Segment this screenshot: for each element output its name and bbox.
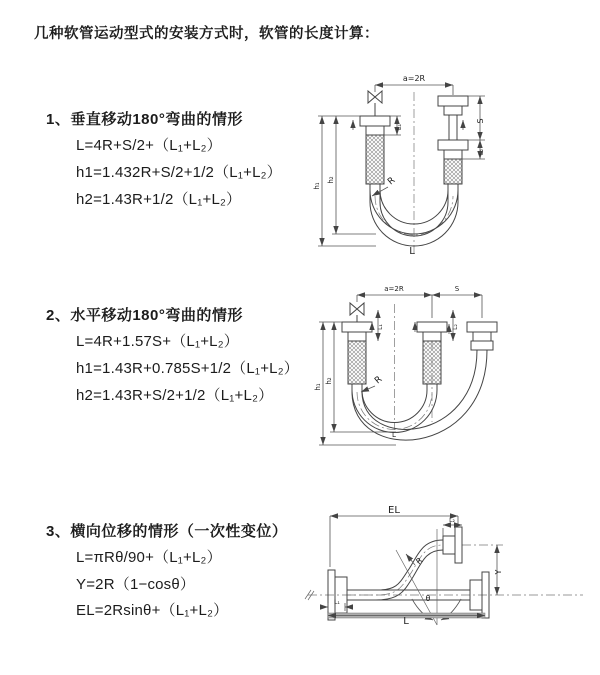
dimension-s	[468, 96, 485, 140]
dim-label-l1: L₁	[377, 324, 384, 330]
dimension-s	[432, 285, 482, 295]
section3-heading: 3、横向位移的情形（一次性变位）	[46, 523, 288, 540]
radius-label: R	[373, 374, 385, 387]
diagram-horizontal-180-bend	[306, 280, 600, 450]
braided-hose-section	[366, 135, 384, 184]
dimension-a2r	[357, 285, 482, 318]
section2-formula-h2: h2=1.43R+S/2+1/2（L₁+L₂）	[76, 387, 274, 404]
dimension-l1	[320, 599, 353, 611]
theta-label: θ	[425, 594, 431, 603]
section3-formula-EL: EL=2Rsinθ+（L₁+L₂）	[76, 602, 229, 619]
dim-label-y: Y	[494, 569, 503, 575]
dim-label-l1: L₁	[334, 599, 340, 606]
dim-label-l2: L₂	[477, 148, 485, 156]
braided-hose-section	[444, 159, 462, 184]
valve-icon	[350, 303, 364, 315]
right-pipe-flange	[467, 322, 497, 350]
section1-formula-h2: h2=1.43R+1/2（L₁+L₂）	[76, 191, 242, 208]
left-pipe-flange	[342, 303, 372, 384]
page-title: 几种软管运动型式的安装方式时，软管的长度计算：	[34, 26, 379, 42]
section2-heading: 2、水平移动180°弯曲的情形	[46, 307, 243, 324]
section3-formula-L: L=πRθ/90+（L₁+L₂）	[76, 549, 222, 566]
dim-label-h2: h₂	[325, 377, 333, 385]
dim-label-h2: h₂	[327, 176, 335, 184]
dimension-a2r	[375, 74, 453, 95]
dimension-l2	[452, 310, 459, 341]
radius-label: R	[386, 175, 398, 188]
dim-label-h1: h₁	[314, 383, 322, 391]
curved-hose-displaced-position	[347, 527, 462, 600]
left-pipe-flange	[360, 91, 390, 184]
length-label: L	[392, 431, 396, 439]
right-pipe-flange	[438, 96, 468, 184]
section1-heading: 1、垂直移动180°弯曲的情形	[46, 111, 243, 128]
centerline	[357, 304, 432, 430]
dim-label-l2: L₂	[452, 324, 459, 330]
braided-hose-section	[348, 341, 366, 384]
dim-label-h1: h₁	[313, 182, 321, 190]
hose-u-bend	[352, 350, 487, 440]
dim-label-el: EL	[388, 505, 400, 516]
section3-formula-Y: Y=2R（1−cosθ）	[76, 576, 196, 593]
length-label: L	[409, 246, 415, 257]
dim-label-l2: L₂	[449, 517, 455, 524]
dimension-el	[330, 505, 458, 567]
dimension-l1	[377, 310, 384, 341]
dim-label-s: S	[454, 285, 460, 293]
dim-label-s: S	[476, 118, 485, 124]
valve-icon	[368, 91, 382, 103]
section2-formula-L: L=4R+1.57S+（L₁+L₂）	[76, 333, 239, 350]
section1-formula-h1: h1=1.432R+S/2+1/2（L₁+L₂）	[76, 164, 282, 181]
movement-arrows	[353, 120, 463, 130]
braided-hose-section	[423, 341, 441, 384]
dimension-y	[494, 545, 503, 595]
section2-formula-h1: h1=1.43R+0.785S+1/2（L₁+L₂）	[76, 360, 299, 377]
diagram-vertical-180-bend	[306, 66, 596, 261]
dim-label-l1: L₁	[395, 123, 403, 131]
diagram-lateral-displacement	[298, 503, 600, 648]
dim-label-a2r: a=2R	[384, 285, 404, 293]
middle-pipe-flange	[417, 322, 447, 384]
section1-formula-L: L=4R+S/2+（L₁+L₂）	[76, 137, 222, 154]
dimension-l	[328, 613, 485, 627]
dim-label-a2r: a=2R	[402, 74, 426, 83]
radius-label: R	[414, 555, 425, 567]
length-label: L	[403, 616, 409, 627]
